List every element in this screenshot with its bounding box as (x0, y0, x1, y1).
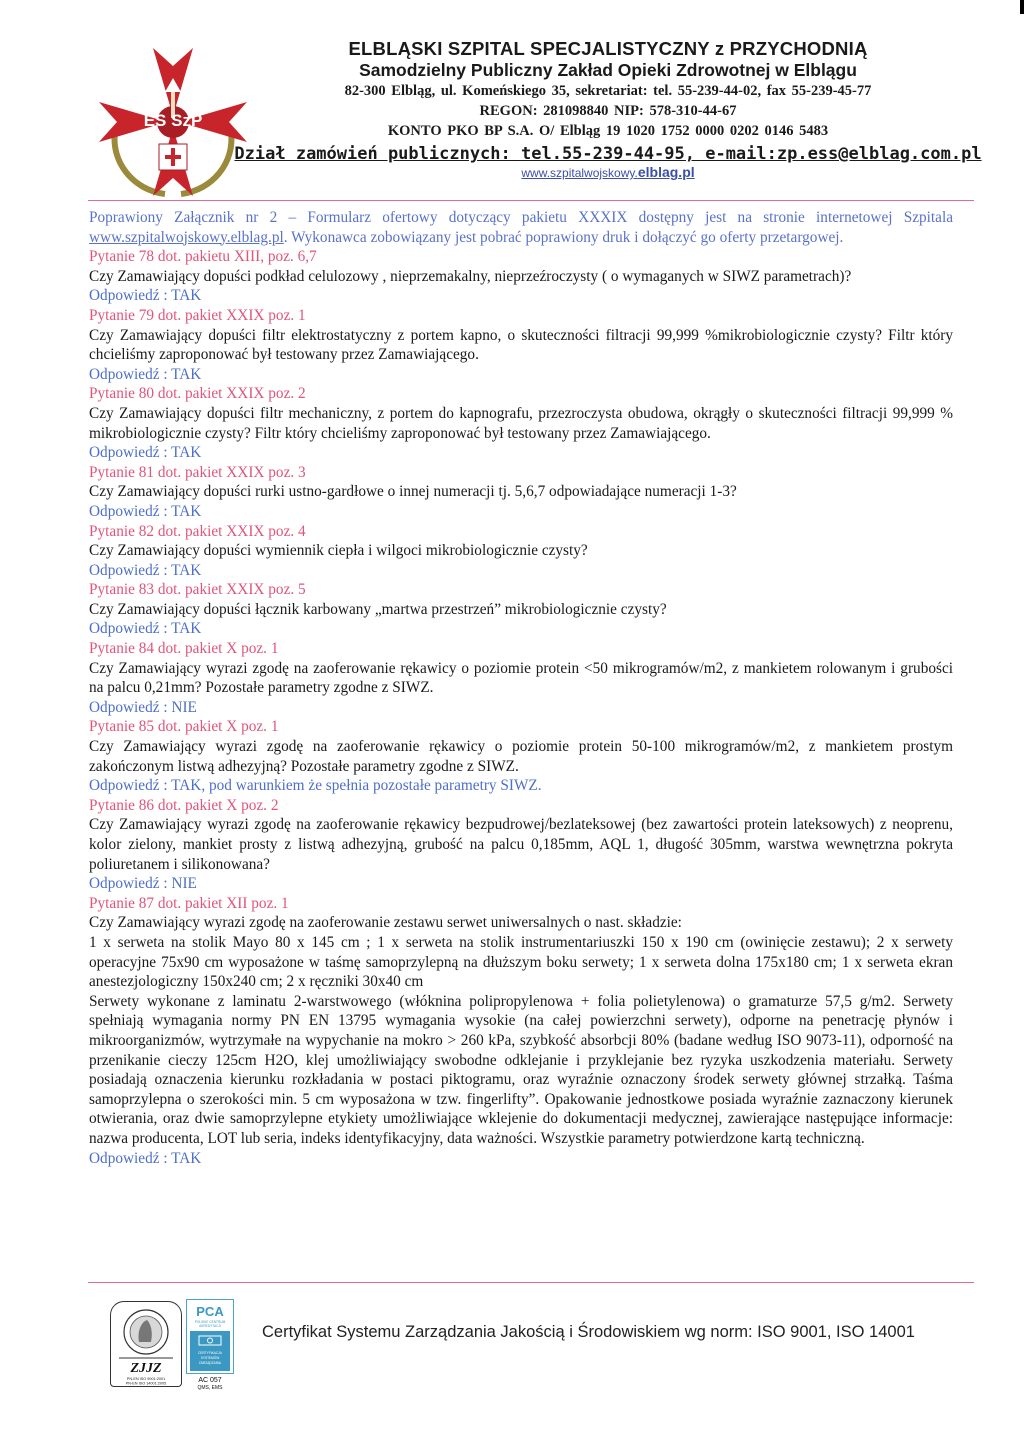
answer-line: Odpowiedź : TAK (89, 1149, 202, 1167)
answer-line: Odpowiedź : TAK (89, 620, 202, 638)
pca-label: PCA (196, 1304, 224, 1319)
question-text: Czy Zamawiający wyrazi zgodę na zaoferowanie rękawicy o poziomie protein 50-100 mikrogramów/m2, z mankietem prostym zakończonym listwą adhezyjną? Pozostałe parametry zgodne z SIWZ. (89, 738, 953, 775)
answer-line: Odpowiedź : NIE (89, 698, 197, 716)
question-text: Czy Zamawiający dopuści łącznik karbowany „martwa przestrzeń” mikrobiologicznie czysty? (89, 600, 667, 618)
footer (0, 1285, 1024, 1405)
notice-text-2: . Wykonawca zobowiązany jest pobrać poprawiony druk i dołączyć go oferty przetargowej. (283, 228, 844, 246)
question-heading: Pytanie 86 dot. pakiet X poz. 2 (89, 796, 279, 814)
zjz-norm-2: PN-EN ISO 14001:2005 (125, 1381, 167, 1386)
answer-line: Odpowiedź : TAK (89, 365, 202, 383)
document-body (89, 208, 953, 1168)
question-heading: Pytanie 85 dot. pakiet X poz. 1 (89, 718, 279, 736)
question-text: Czy Zamawiający dopuści rurki ustno-gardłowe o innej numeracji tj. 5,6,7 odpowiadające numeracji 1-3? (89, 483, 737, 501)
answer-line: Odpowiedź : TAK (89, 444, 202, 462)
question-text: 1 x serweta na stolik Mayo 80 x 145 cm ; 1 x serweta na stolik instrumentariuszki 150 x 190 cm (owinięcie zestawu); 2 x serwety operacyjne 75x90 cm wyposażone w taśmę samoprzylepną na dłuższym boku serwety; 1 x serweta dolna 175x180 cm; 1 x serweta ekran anestezjologiczny 150x240 cm; 2 x ręczniki 30x40 cm (89, 933, 953, 991)
qa-list (89, 247, 953, 1168)
question-text: Czy Zamawiający dopuści podkład celulozowy , nieprzemakalny, nieprzeźroczysty ( o wymaganych w SIWZ parametrach)? (89, 267, 852, 285)
address-line: 82-300 Elbląg, ul. Komeńskiego 35, sekretariat: tel. 55-239-44-02, fax 55-239-45-77 (344, 83, 872, 99)
pca-code: AC 057 (198, 1377, 222, 1384)
notice-paragraph (89, 208, 953, 247)
pca-cert-3: ZARZĄDZANIA (198, 1361, 222, 1365)
question-heading: Pytanie 78 dot. pakietu XIII, poz. 6,7 (89, 248, 317, 266)
question-text: Czy Zamawiający wyrazi zgodę na zaoferowanie zestawu serwet uniwersalnych o nast. składzie: (89, 914, 682, 932)
pca-cert-2: SYSTEMÓW (200, 1356, 220, 1360)
question-text: Czy Zamawiający dopuści filtr elektrostatyczny z portem kapno, o skuteczności filtracji 99,999 %mikrobiologicznie czysty? Filtr który chcieliśmy zaproponować był testowany przez Zamawiającego. (89, 326, 953, 364)
scan-corner-mark (1020, 0, 1024, 14)
question-heading: Pytanie 83 dot. pakiet XXIX poz. 5 (89, 581, 306, 599)
website-link[interactable] (228, 165, 988, 180)
logo-text: ES SzP (143, 111, 203, 130)
hospital-logo-icon (98, 40, 248, 200)
notice-text-1: Poprawiony Załącznik nr 2 – Formularz ofertowy dotyczący pakietu XXXIX dostępny jest na stronie internetowej Szpitala (89, 209, 953, 226)
header-divider (88, 200, 974, 201)
pca-accreditation-logo-icon (186, 1299, 234, 1391)
answer-line: Odpowiedź : TAK (89, 287, 202, 305)
website-suffix: elblag.pl (637, 164, 695, 180)
pca-sub-2: AKREDYTACJI (199, 1324, 221, 1328)
website-prefix: www.szpitalwojskowy. (521, 166, 638, 180)
zjz-label: ZJJZ (130, 1361, 162, 1376)
certificate-statement: Certyfikat Systemu Zarządzania Jakością i Środowiskiem wg norm: ISO 9001, ISO 14001 (262, 1323, 915, 1341)
notice-link[interactable]: www.szpitalwojskowy.elblag.pl (89, 228, 284, 246)
institution-type: Samodzielny Publiczny Zakład Opieki Zdrowotnej w Elblągu (359, 60, 857, 80)
question-heading: Pytanie 82 dot. pakiet XXIX poz. 4 (89, 522, 306, 540)
answer-line: Odpowiedź : TAK (89, 502, 202, 520)
question-heading: Pytanie 80 dot. pakiet XXIX poz. 2 (89, 385, 306, 403)
question-text: Czy Zamawiający dopuści wymiennik ciepła i wilgoci mikrobiologicznie czysty? (89, 542, 588, 560)
procurement-contact-line: Dział zamówień publicznych: tel.55-239-44-95, e-mail:zp.ess@elblag.com.pl (234, 144, 982, 164)
zjz-norm-1: PN-EN ISO 9001:2001 (126, 1377, 166, 1381)
bank-account-line: KONTO PKO BP S.A. O/ Elbląg 19 1020 1752 0000 0202 0146 5483 (387, 123, 829, 139)
question-heading: Pytanie 81 dot. pakiet XXIX poz. 3 (89, 463, 306, 481)
question-heading: Pytanie 79 dot. pakiet XXIX poz. 1 (89, 306, 306, 324)
pca-sub-1: POLSKIE CENTRUM (194, 1320, 226, 1324)
pca-code-2: QMS, EMS (197, 1385, 223, 1391)
pca-cert-1: CERTYFIKACJA (198, 1351, 222, 1355)
answer-line: Odpowiedź : TAK, pod warunkiem że spełnia pozostałe parametry SIWZ. (89, 777, 542, 795)
question-text: Czy Zamawiający dopuści filtr mechaniczny, z portem do kapnografu, przezroczysta obudowa, okrągły o skuteczności filtracji 99,999 % mikrobiologicznie czysty? Filtr który chcieliśmy zaproponować był testowany przez Zamawiającego. (89, 404, 953, 442)
question-text: Czy Zamawiający wyrazi zgodę na zaoferowanie rękawicy bezpudrowej/bezlateksowej (bez zawartości protein lateksowych) z neoprenu, kolor zielony, mankiet prosty z listwą adhezyjną, grubość na palcu 0,185mm, AQL 1, długość 305mm, warstwa wewnętrzna pokryta poliuretanem i silikonowana? (89, 816, 953, 873)
footer-divider (88, 1282, 974, 1283)
question-heading: Pytanie 84 dot. pakiet X poz. 1 (89, 640, 279, 658)
answer-line: Odpowiedź : NIE (89, 875, 197, 893)
question-heading: Pytanie 87 dot. pakiet XII poz. 1 (89, 894, 289, 912)
question-text: Serwety wykonane z laminatu 2-warstwowego (włóknina polipropylenowa + folia polietylenowa) o gramaturze 57,5 g/m2. Serwety spełniają wymagania normy PN EN 13795 wymagania wysokie (na całej powierzchni serwety), odporne na penetrację płynów i mikroorganizmów, wytrzymałe na wypychanie na mokro > 260 kPa, szybkość absorbcji 80% (badane według ISO 9073-11), odporność na przenikanie cieczy 125cm H2O, klej umożliwiający swobodne odklejanie i przyklejanie bez ryzyka uszkodzenia materiału. Serwety posiadają oznaczenia kierunku rozkładania w postaci piktogramu, oraz wyraźnie oznaczony środek serwety głównej strzałką. Taśma samoprzylepna o szerokości min. 5 cm wyposażona w tzw. fingerlifty”. Opakowanie jednostkowe posiada wyraźnie zaznaczony kierunek otwierania, oraz dwie samoprzylepne etykiety umożliwiające wklejenie do dokumentacji medycznej, zawierające następujące informacje: nazwa producenta, LOT lub seria, indeks identyfikacyjny, data ważności. Wszystkie parametry potwierdzone kartą techniczną. (89, 992, 953, 1147)
zjz-certification-logo-icon (110, 1301, 182, 1387)
letterhead (228, 38, 988, 180)
hospital-name: ELBLĄSKI SZPITAL SPECJALISTYCZNY z PRZYCHODNIĄ (348, 38, 868, 59)
regon-nip-line: REGON: 281098840 NIP: 578-310-44-67 (479, 103, 737, 119)
answer-line: Odpowiedź : TAK (89, 561, 202, 579)
question-text: Czy Zamawiający wyrazi zgodę na zaoferowanie rękawicy o poziomie protein <50 mikrogramów/m2, z mankietem rolowanym i grubości na palcu 0,21mm? Pozostałe parametry zgodne z SIWZ. (89, 659, 953, 697)
